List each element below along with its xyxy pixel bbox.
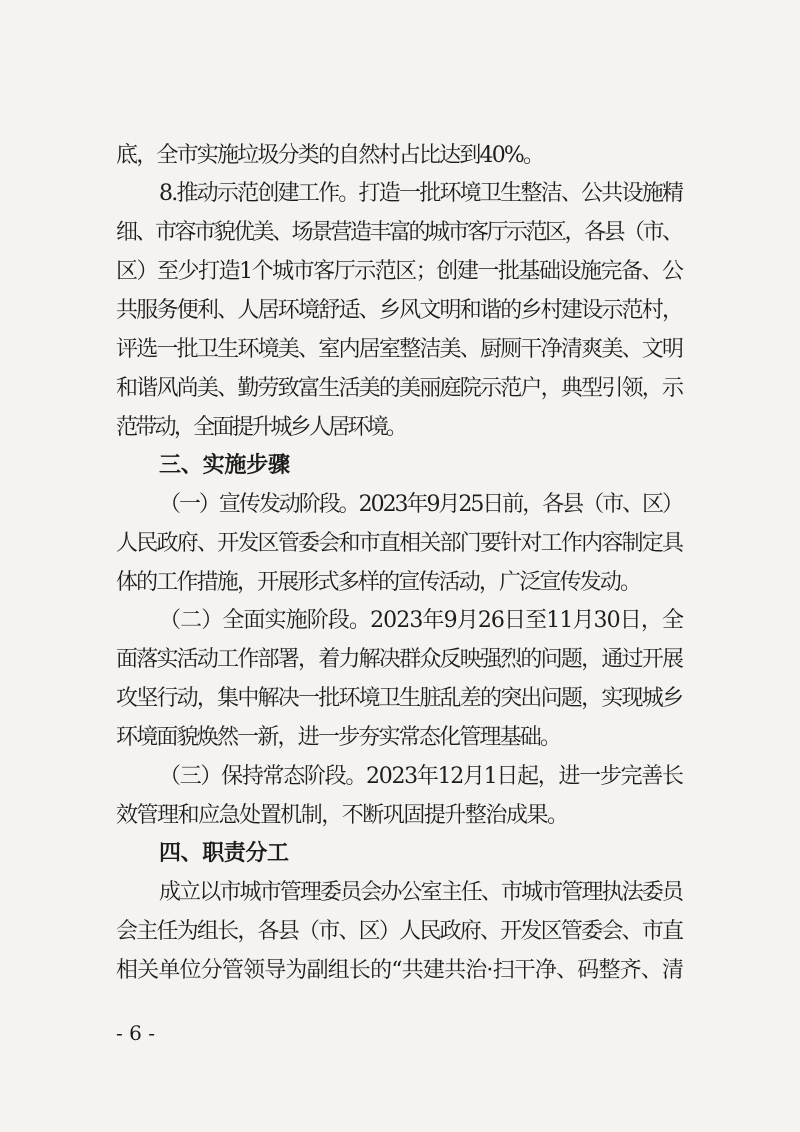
section-heading-text: 三、实施步骤 [159, 453, 290, 478]
body-line [0, 912, 800, 952]
body-line [0, 796, 800, 836]
body-line-text: 面落实活动工作部署，着力解决群众反映强烈的问题，通过开展 [116, 647, 683, 672]
body-line [0, 601, 800, 641]
body-line [0, 951, 800, 991]
body-line-text: 细、市容市貌优美、场景营造丰富的城市客厅示范区，各县（市、 [116, 220, 682, 245]
body-line-text: 区）至少打造1个城市客厅示范区；创建一批基础设施完备、公 [116, 259, 683, 284]
body-line-text: 评选一批卫生环境美、室内居室整洁美、厨厕干净清爽美、文明 [116, 337, 683, 362]
body-line [0, 174, 800, 214]
section-heading-text: 四、职责分工 [159, 841, 289, 866]
body-line-text: （二）全面实施阶段。2023年9月26日至11月30日，全 [159, 608, 684, 633]
body-line-text: （一）宣传发动阶段。2023年9月25日前，各县（市、区） [159, 492, 682, 517]
body-line [0, 718, 800, 758]
body-line [0, 679, 800, 719]
body-line [0, 524, 800, 564]
body-line [0, 252, 800, 292]
body-line [0, 563, 800, 603]
body-line [0, 485, 800, 525]
body-line [0, 136, 800, 176]
body-line [0, 330, 800, 370]
body-line-text: 攻坚行动，集中解决一批环境卫生脏乱差的突出问题，实现城乡 [116, 686, 683, 711]
body-line-text: 范带动，全面提升城乡人居环境。 [116, 415, 406, 440]
body-line-text: 环境面貌焕然一新，进一步夯实常态化管理基础。 [116, 725, 561, 750]
section-heading [0, 834, 800, 874]
body-line-text: 相关单位分管领导为副组长的“共建共治·扫干净、码整齐、清 [116, 958, 684, 983]
body-line-text: 8.推动示范创建工作。打造一批环境卫生整洁、公共设施精 [159, 181, 683, 206]
body-line [0, 757, 800, 797]
body-line-text: 效管理和应急处置机制，不断巩固提升整治成果。 [116, 803, 568, 828]
body-line [0, 640, 800, 680]
body-line-text: （三）保持常态阶段。2023年12月1日起，进一步完善长 [159, 764, 683, 789]
body-line [0, 408, 800, 448]
page-number: - 6 - [116, 1021, 155, 1045]
body-line-text: 底，全市实施垃圾分类的自然村占比达到40%。 [116, 143, 544, 168]
body-line-text: 人民政府、开发区管委会和市直相关部门要针对工作内容制定具 [116, 531, 683, 556]
body-line-text: 和谐风尚美、勤劳致富生活美的美丽庭院示范户，典型引领，示 [116, 376, 683, 401]
body-line [0, 873, 800, 913]
body-line-text: 成立以市城市管理委员会办公室主任、市城市管理执法委员 [159, 880, 683, 905]
body-line-text: 体的工作措施，开展形式多样的宣传活动，广泛宣传发动。 [116, 570, 641, 595]
body-line [0, 291, 800, 331]
body-line [0, 369, 800, 409]
section-heading [0, 446, 800, 486]
body-line [0, 213, 800, 253]
body-line-text: 共服务便利、人居环境舒适、乡风文明和谐的乡村建设示范村， [116, 298, 683, 323]
body-line-text: 会主任为组长，各县（市、区）人民政府、开发区管委会、市直 [116, 919, 683, 944]
